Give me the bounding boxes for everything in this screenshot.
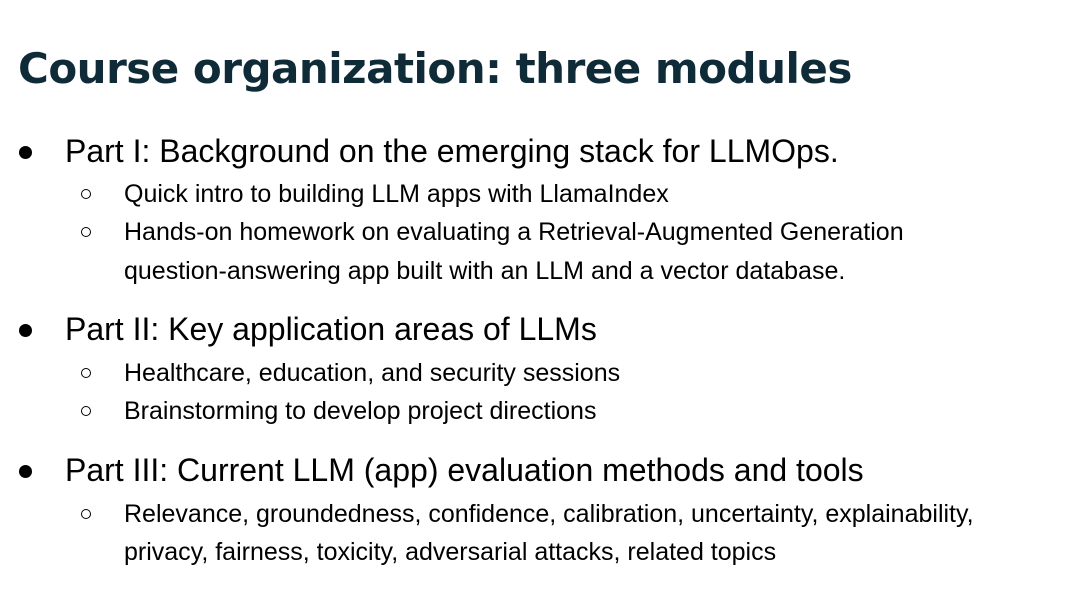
part-2-heading: Part II: Key application areas of LLMs: [65, 311, 597, 347]
part-1-item-2-line-1: Hands-on homework on evaluating a Retrieval-Augmented Generation: [124, 218, 904, 246]
part-2-item-2: Brainstorming to develop project directions: [124, 397, 597, 425]
part-3-heading: Part III: Current LLM (app) evaluation methods and tools: [65, 452, 864, 488]
circle-bullet-icon: [81, 227, 91, 237]
part-2-item-1: Healthcare, education, and security sessions: [124, 359, 621, 387]
slide-title: Course organization: three modules: [18, 44, 852, 93]
circle-bullet-icon: [81, 189, 91, 199]
part-3-item-1-line-2: privacy, fairness, toxicity, adversarial attacks, related topics: [124, 538, 777, 566]
circle-bullet-icon: [81, 368, 91, 378]
disc-bullet-icon: [19, 465, 32, 478]
disc-bullet-icon: [19, 324, 32, 337]
part-1-item-2-line-2: question-answering app built with an LLM and a vector database.: [124, 257, 846, 285]
circle-bullet-icon: [81, 406, 91, 416]
part-1-heading: Part I: Background on the emerging stack for LLMOps.: [65, 133, 839, 169]
circle-bullet-icon: [81, 509, 91, 519]
disc-bullet-icon: [19, 146, 32, 159]
part-1-item-1: Quick intro to building LLM apps with LlamaIndex: [124, 180, 669, 208]
part-3-item-1-line-1: Relevance, groundedness, confidence, calibration, uncertainty, explainability,: [124, 500, 974, 528]
